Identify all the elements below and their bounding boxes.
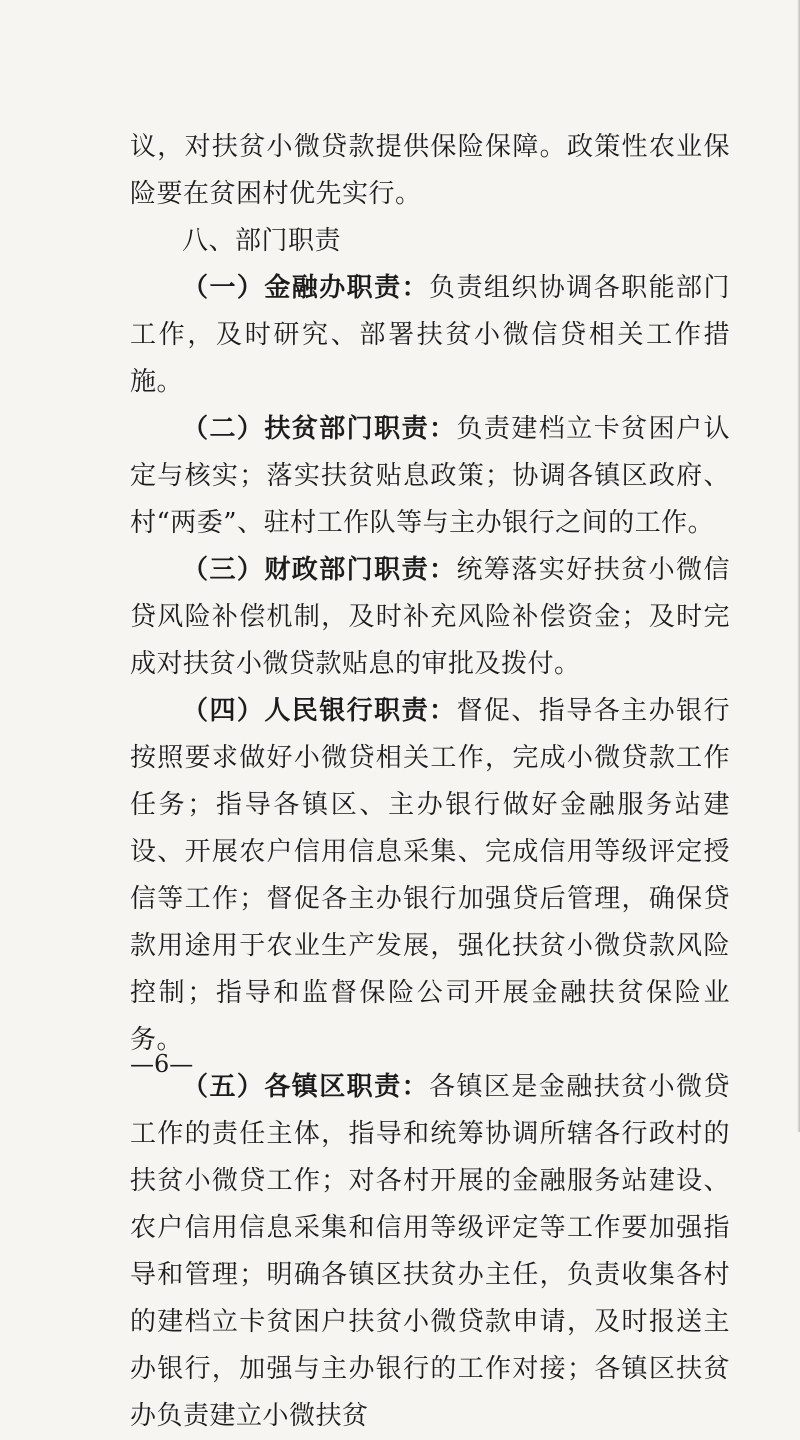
paragraph-text: 各镇区是金融扶贫小微贷工作的责任主体，指导和统筹协调所辖各行政村的扶贫小微贷工作；对各村开展的金融服务站建设、农户信用信息采集和信用等级评定等工作要加强指导和管理；明确各镇区扶贫办主任，负责收集各村的建档立卡贫困户扶贫小微贷款申请，及时报送主办银行，加强与主办银行的工作对接；各镇区扶贫办负责建立小微扶贫 xyxy=(130,1072,730,1431)
section-heading-text: 八、部门职责 xyxy=(182,226,342,256)
paragraph-poverty-dept xyxy=(130,406,730,547)
paragraph-lead: （二）扶贫部门职责： xyxy=(182,414,457,444)
paragraph-finance-office xyxy=(130,265,730,406)
paragraph-lead: （一）金融办职责： xyxy=(182,273,430,303)
paragraph-peoples-bank xyxy=(130,688,730,1064)
document-body xyxy=(130,124,730,1440)
paragraph-text: 统筹落实好扶贫小微信贷风险补偿机制，及时补充风险补偿资金；及时完成对扶贫小微贷款贴息的审批及拨付。 xyxy=(130,555,730,679)
paragraph-text: 负责组织协调各职能部门工作，及时研究、部署扶贫小微信贷相关工作措施。 xyxy=(130,273,730,397)
paragraph-lead: （四）人民银行职责： xyxy=(182,696,457,726)
page-number: —6— xyxy=(130,1050,194,1078)
paragraph-towns xyxy=(130,1064,730,1440)
paragraph-text: 负责建档立卡贫困户认定与核实；落实扶贫贴息政策；协调各镇区政府、村“两委”、驻村工作队等与主办银行之间的工作。 xyxy=(130,414,730,538)
paragraph-continuation xyxy=(130,124,730,218)
paragraph-finance-dept xyxy=(130,547,730,688)
paragraph-lead: （五）各镇区职责： xyxy=(182,1072,430,1102)
section-heading xyxy=(130,218,730,265)
paragraph-text: 议，对扶贫小微贷款提供保险保障。政策性农业保险要在贫困村优先实行。 xyxy=(130,132,730,209)
paragraph-lead: （三）财政部门职责： xyxy=(182,555,457,585)
paragraph-text: 督促、指导各主办银行按照要求做好小微贷相关工作，完成小微贷款工作任务；指导各镇区、主办银行做好金融服务站建设、开展农户信用信息采集、完成信用等级评定授信等工作；督促各主办银行加强贷后管理，确保贷款用途用于农业生产发展，强化扶贫小微贷款风险控制；指导和监督保险公司开展金融扶贫保险业务。 xyxy=(130,696,730,1055)
